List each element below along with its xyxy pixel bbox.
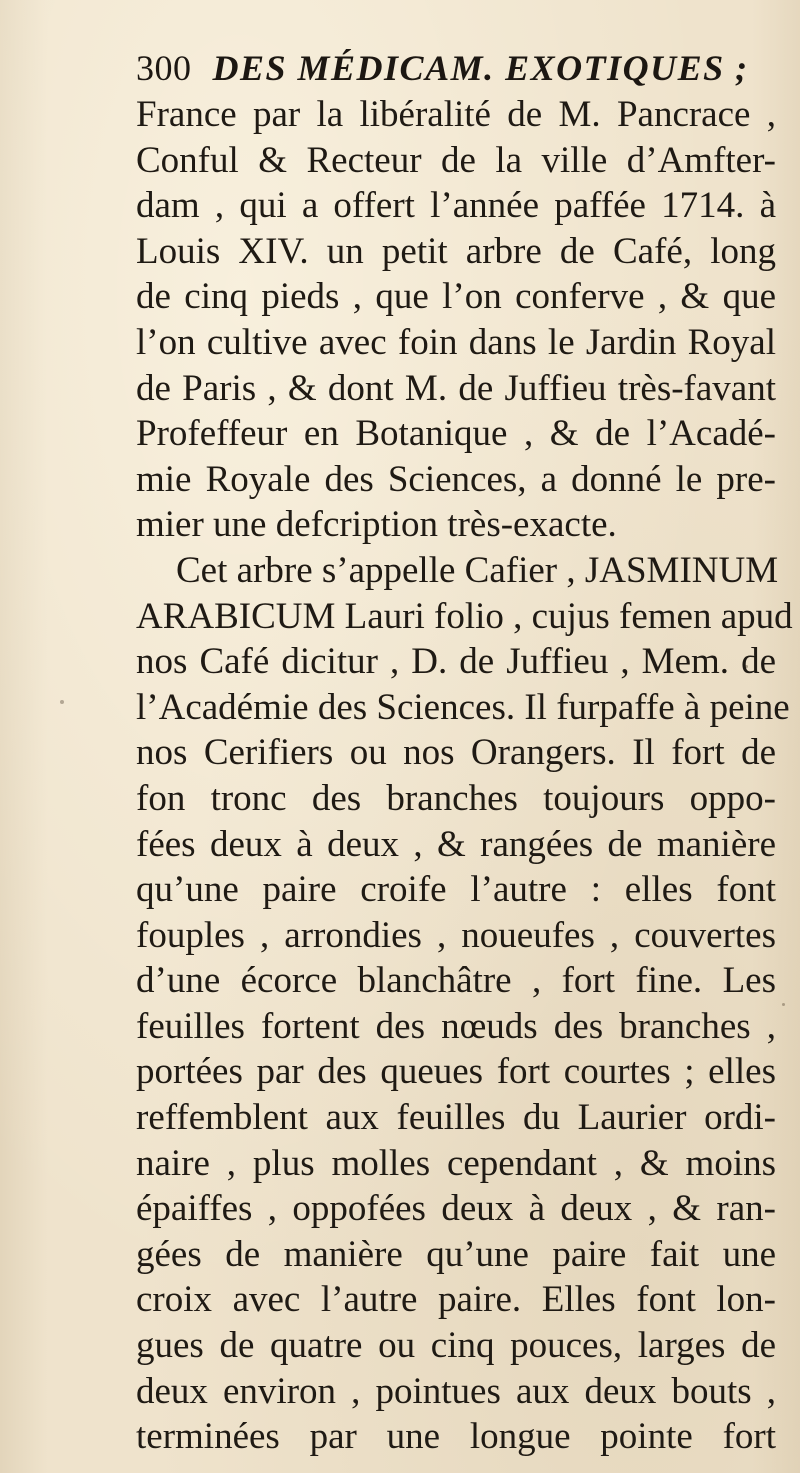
running-head: [136, 40, 776, 96]
text-line: qu’une paire croife l’autre : elles font: [136, 869, 776, 911]
paper-speck: [60, 700, 64, 704]
text-line: d’une écorce blanchâtre , fort fine. Les: [136, 960, 776, 1002]
text-line: portées par des queues fort courtes ; elles: [136, 1051, 776, 1093]
text-line: feuilles fortent des nœuds des branches ,: [136, 1005, 776, 1047]
paper-speck: [745, 665, 748, 668]
text-line: épaiffes , oppofées deux à deux , & ran-: [136, 1188, 776, 1230]
text-line: terminées par une longue pointe fort: [136, 1416, 776, 1458]
text-line: mier une defcription très-exacte.: [136, 504, 617, 546]
running-title: DES MÉDICAM. EXOTIQUES ;: [212, 48, 749, 88]
page-number: 300: [136, 48, 192, 88]
text-line: Louis XIV. un petit arbre de Café, long: [136, 230, 776, 272]
text-line: naire , plus molles cependant , & moins: [136, 1142, 776, 1184]
text-line: de cinq pieds , que l’on conferve , & que: [136, 276, 776, 318]
paper-speck: [782, 1003, 785, 1006]
text-line: France par la libéralité de M. Pancrace ,: [136, 94, 776, 135]
text-line: dam , qui a offert l’année paffée 1714. à: [136, 185, 776, 227]
text-line: fouples , arrondies , noueufes , couvertes: [136, 914, 776, 956]
text-line: gées de manière qu’une paire fait une: [136, 1233, 776, 1275]
text-line: ARABICUM Lauri folio , cujus femen apud: [136, 595, 793, 637]
text-line: croix avec l’autre paire. Elles font lon-: [136, 1279, 776, 1321]
text-line: l’Académie des Sciences. Il furpaffe à peine: [136, 686, 790, 728]
text-line: de Paris , & dont M. de Juffieu très-favant: [136, 367, 776, 409]
text-line: Cet arbre s’appelle Cafier , JASMINUM: [176, 549, 779, 591]
text-line: nos Cerifiers ou nos Orangers. Il fort de: [136, 732, 776, 774]
text-line: Profeffeur en Botanique , & de l’Acadé-: [136, 413, 776, 455]
text-line: deux environ , pointues aux deux bouts ,: [136, 1370, 776, 1412]
text-line: fées deux à deux , & rangées de manière: [136, 823, 776, 865]
text-line: gues de quatre ou cinq pouces, larges de: [136, 1325, 776, 1367]
text-line: Conful & Recteur de la ville d’Amfter-: [136, 139, 776, 181]
text-line: l’on cultive avec foin dans le Jardin Royal: [136, 321, 776, 363]
text-line: nos Café dicitur , D. de Juffieu , Mem. de: [136, 641, 776, 683]
text-line: reffemblent aux feuilles du Laurier ordi-: [136, 1097, 776, 1139]
body-text: [136, 92, 793, 1460]
text-line: mie Royale des Sciences, a donné le pre-: [136, 458, 776, 500]
text-line: fon tronc des branches toujours oppo-: [136, 777, 776, 819]
